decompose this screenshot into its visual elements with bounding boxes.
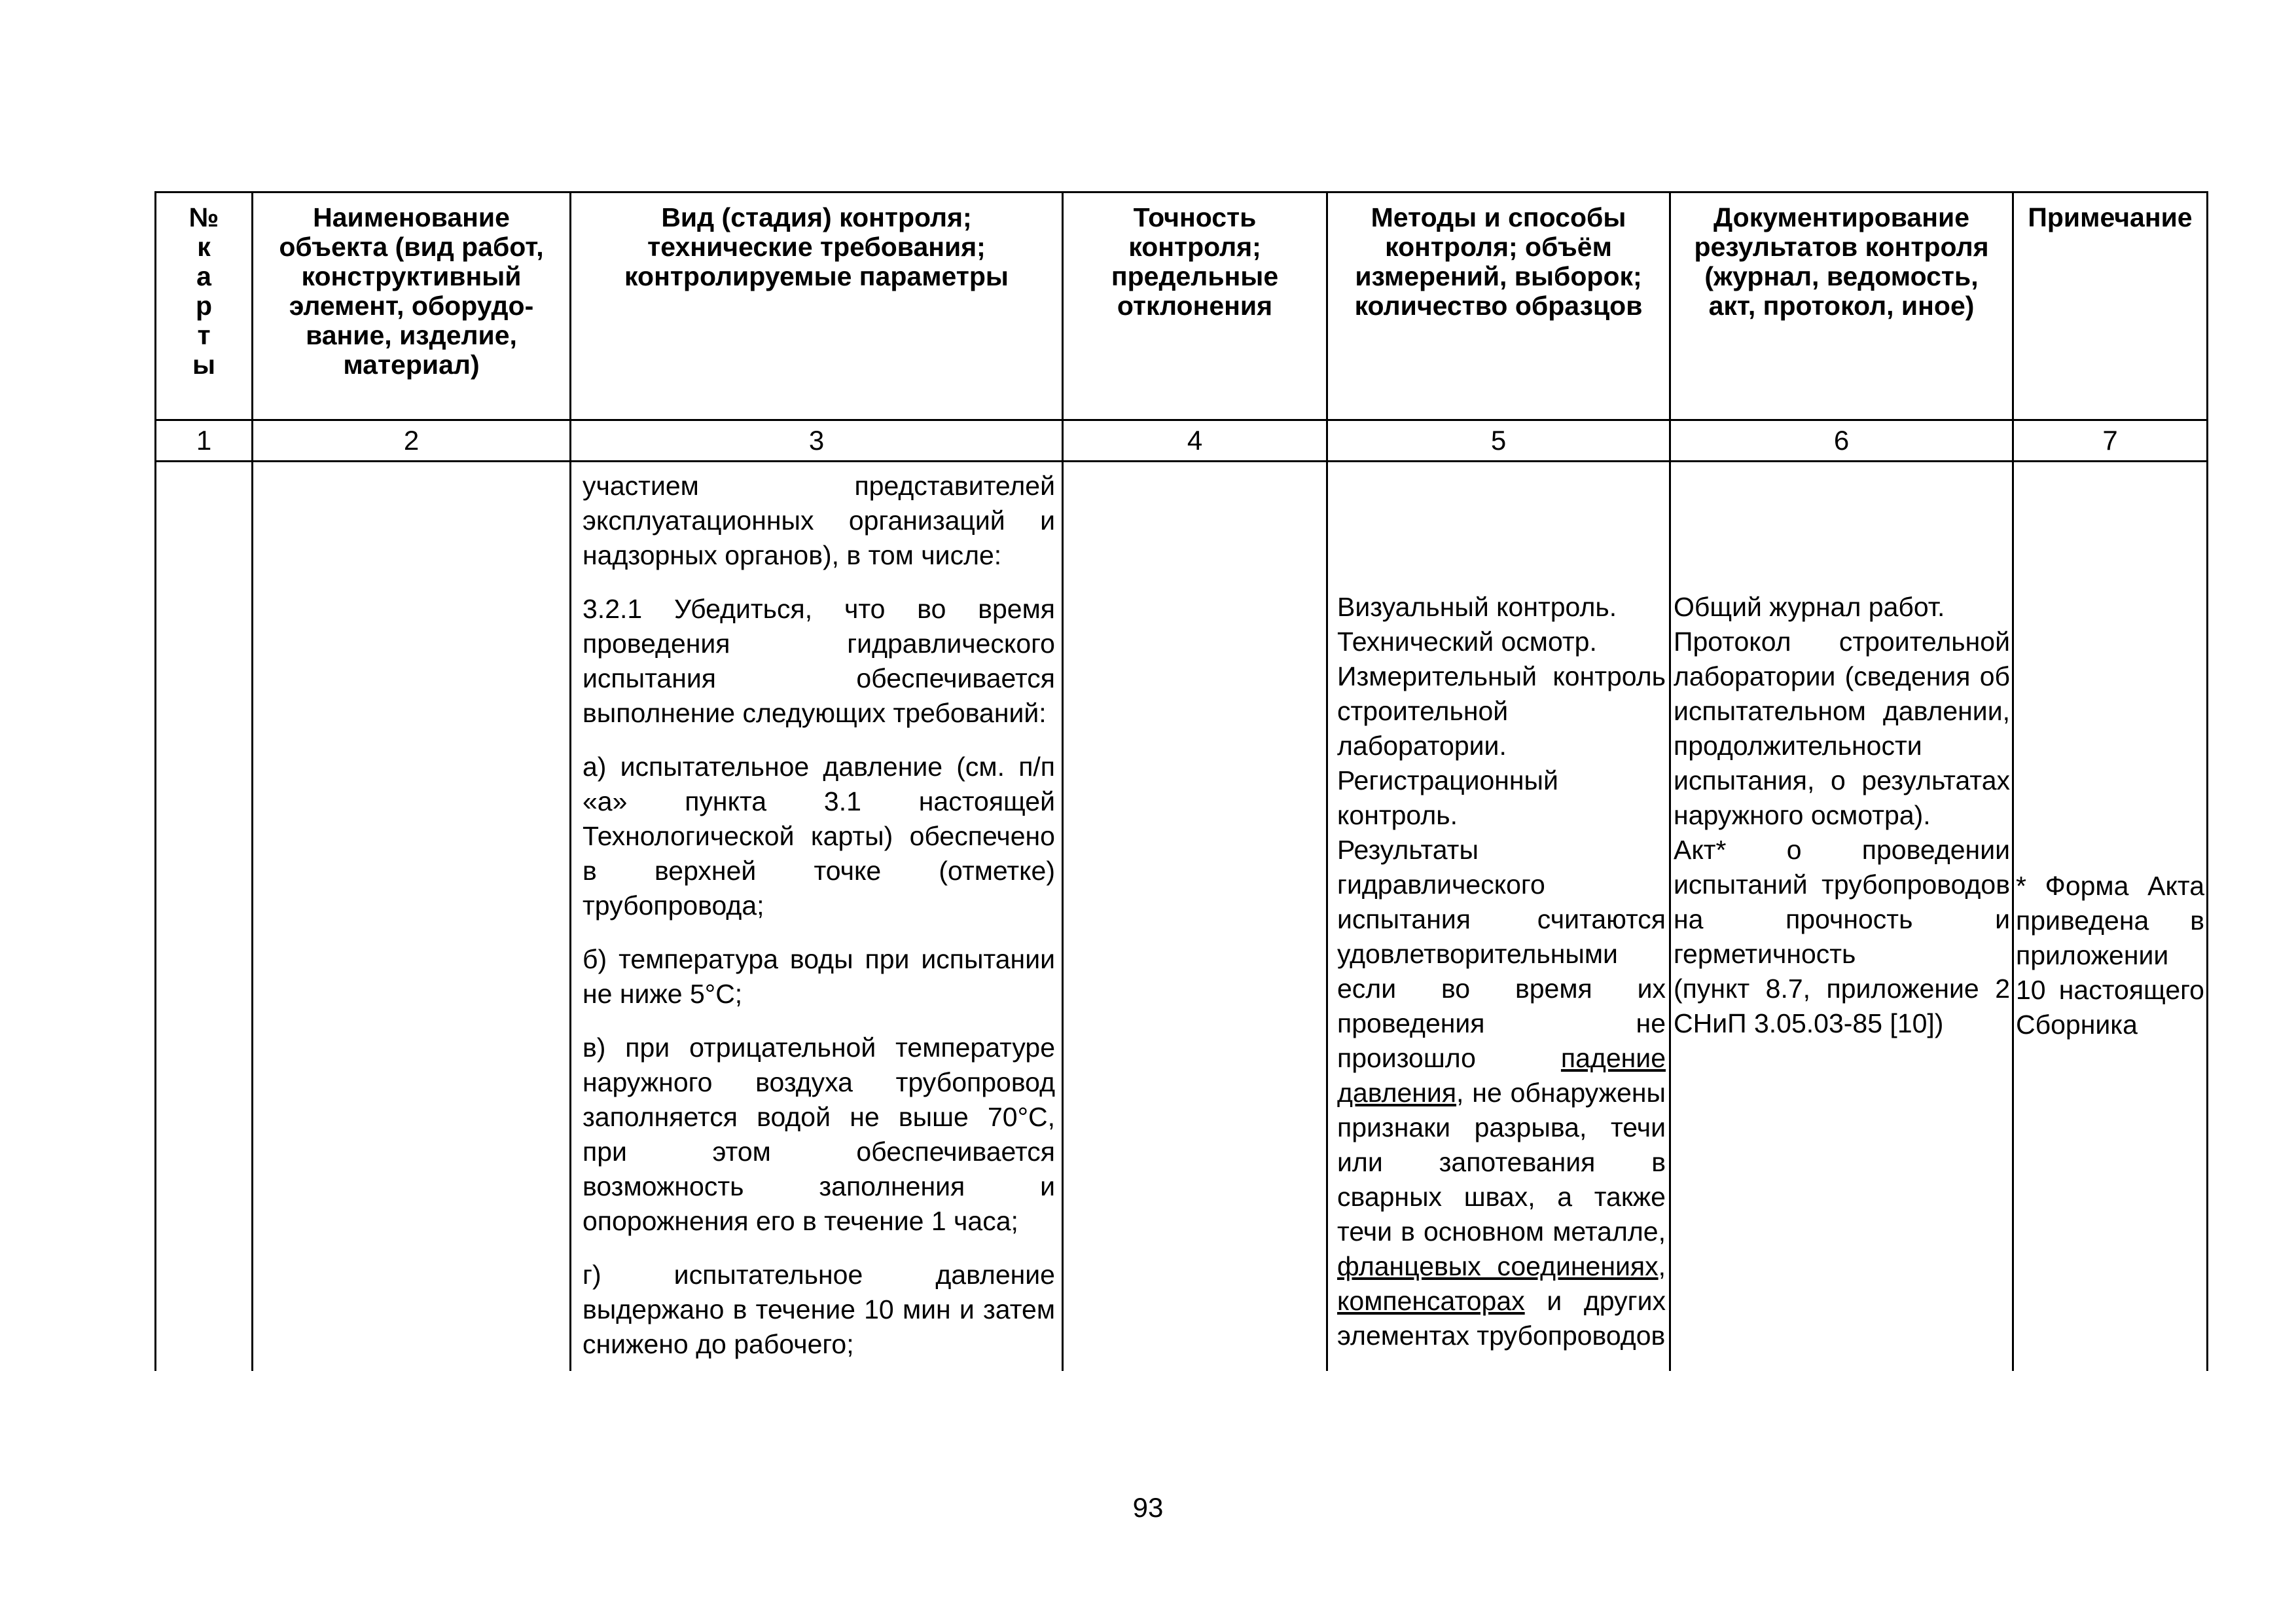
- col6-item: Общий журнал работ.: [1674, 592, 1945, 622]
- col3-requirements: [583, 469, 1055, 1362]
- page-number: 93: [1132, 1492, 1164, 1523]
- col-border-3: [1062, 191, 1064, 1371]
- numbers-row-bottom-border: [154, 460, 2208, 462]
- column-number-6: 6: [1833, 425, 1850, 456]
- header-col3-control-type: Вид (стадия) контроля; технические требования; контролируемые параметры: [624, 202, 1009, 291]
- col5-result-text: Результаты гидравлического испытания считаются удовлетворительными если во время их проведения не произошло падение давления, не обнаружены признаки разрыва, течи или запотевания в сварных швах, а также течи в основном металле, фланцевых соединениях, компенсаторах и других элементах трубопроводов: [1337, 835, 1666, 1351]
- underlined-term: компенсаторах: [1337, 1286, 1525, 1316]
- col-border-4: [1326, 191, 1328, 1371]
- col6-item: Протокол строительной лаборатории (сведения об испытательном давлении, продолжительности испытания, о результатах наружного осмотра).: [1674, 627, 2010, 830]
- underlined-term: фланцевых соединениях: [1337, 1251, 1659, 1281]
- table-top-border: [154, 191, 2208, 193]
- header-col2-object-name: Наименование объекта (вид работ, конструктивный элемент, оборудо- вание, изделие, материал): [279, 202, 544, 380]
- col5-methods: [1337, 590, 1666, 1353]
- col3-paragraph: а) испытательное давление (см. п/п «а» пункта 3.1 настоящей Технологической карты) обеспечено в верхней точке (отметке) трубопровода;: [583, 752, 1055, 921]
- col5-item: Визуальный контроль.: [1337, 592, 1617, 622]
- header-col7-note: Примечание: [2028, 202, 2193, 232]
- col-border-5: [1669, 191, 1671, 1371]
- column-number-3: 3: [808, 425, 825, 456]
- column-number-7: 7: [2102, 425, 2118, 456]
- col7-note: * Форма Акта приведена в приложении 10 настоящего Сборника: [2016, 871, 2204, 1040]
- column-number-4: 4: [1187, 425, 1203, 456]
- column-number-2: 2: [403, 425, 420, 456]
- col3-paragraph: в) при отрицательной температуре наружного воздуха трубопровод заполняется водой не выше 70°C, при этом обеспечивается возможность заполнения и опорожнения его в течение 1 часа;: [583, 1032, 1055, 1236]
- col-border-2: [569, 191, 571, 1371]
- column-number-1: 1: [196, 425, 212, 456]
- column-number-5: 5: [1490, 425, 1507, 456]
- col3-paragraph: 3.2.1 Убедиться, что во время проведения гидравлического испытания обеспечивается выполнение следующих требований:: [583, 594, 1055, 728]
- col3-paragraph: участием представителей эксплуатационных организаций и надзорных органов), в том числе:: [583, 471, 1055, 570]
- col3-paragraph: г) испытательное давление выдержано в течение 10 мин и затем снижено до рабочего;: [583, 1260, 1055, 1359]
- col-border-7: [2206, 191, 2208, 1371]
- col6-item: Акт* о проведении испытаний трубопроводов на прочность и герметичность: [1674, 835, 2010, 969]
- header-col1-card-number: № к а р т ы: [188, 202, 219, 380]
- col3-paragraph: б) температура воды при испытании не ниже 5°C;: [583, 944, 1055, 1009]
- col6-item: (пункт 8.7, приложение 2 СНиП 3.05.03-85 [10]): [1674, 974, 2010, 1038]
- col-border-6: [2012, 191, 2014, 1371]
- underlined-term: падение давления: [1337, 1043, 1666, 1108]
- header-col5-methods: Методы и способы контроля; объём измерений, выборок; количество образцов: [1354, 202, 1643, 321]
- col5-item: Измерительный контроль строительной лаборатории.: [1337, 661, 1666, 761]
- header-col6-documentation: Документирование результатов контроля (журнал, ведомость, акт, протокол, иное): [1694, 202, 1989, 321]
- col6-documentation: [1674, 590, 2010, 1041]
- header-col4-accuracy: Точность контроля; предельные отклонения: [1111, 202, 1279, 321]
- col5-item: Регистрационный контроль.: [1337, 765, 1558, 830]
- col5-item: Технический осмотр.: [1337, 627, 1597, 657]
